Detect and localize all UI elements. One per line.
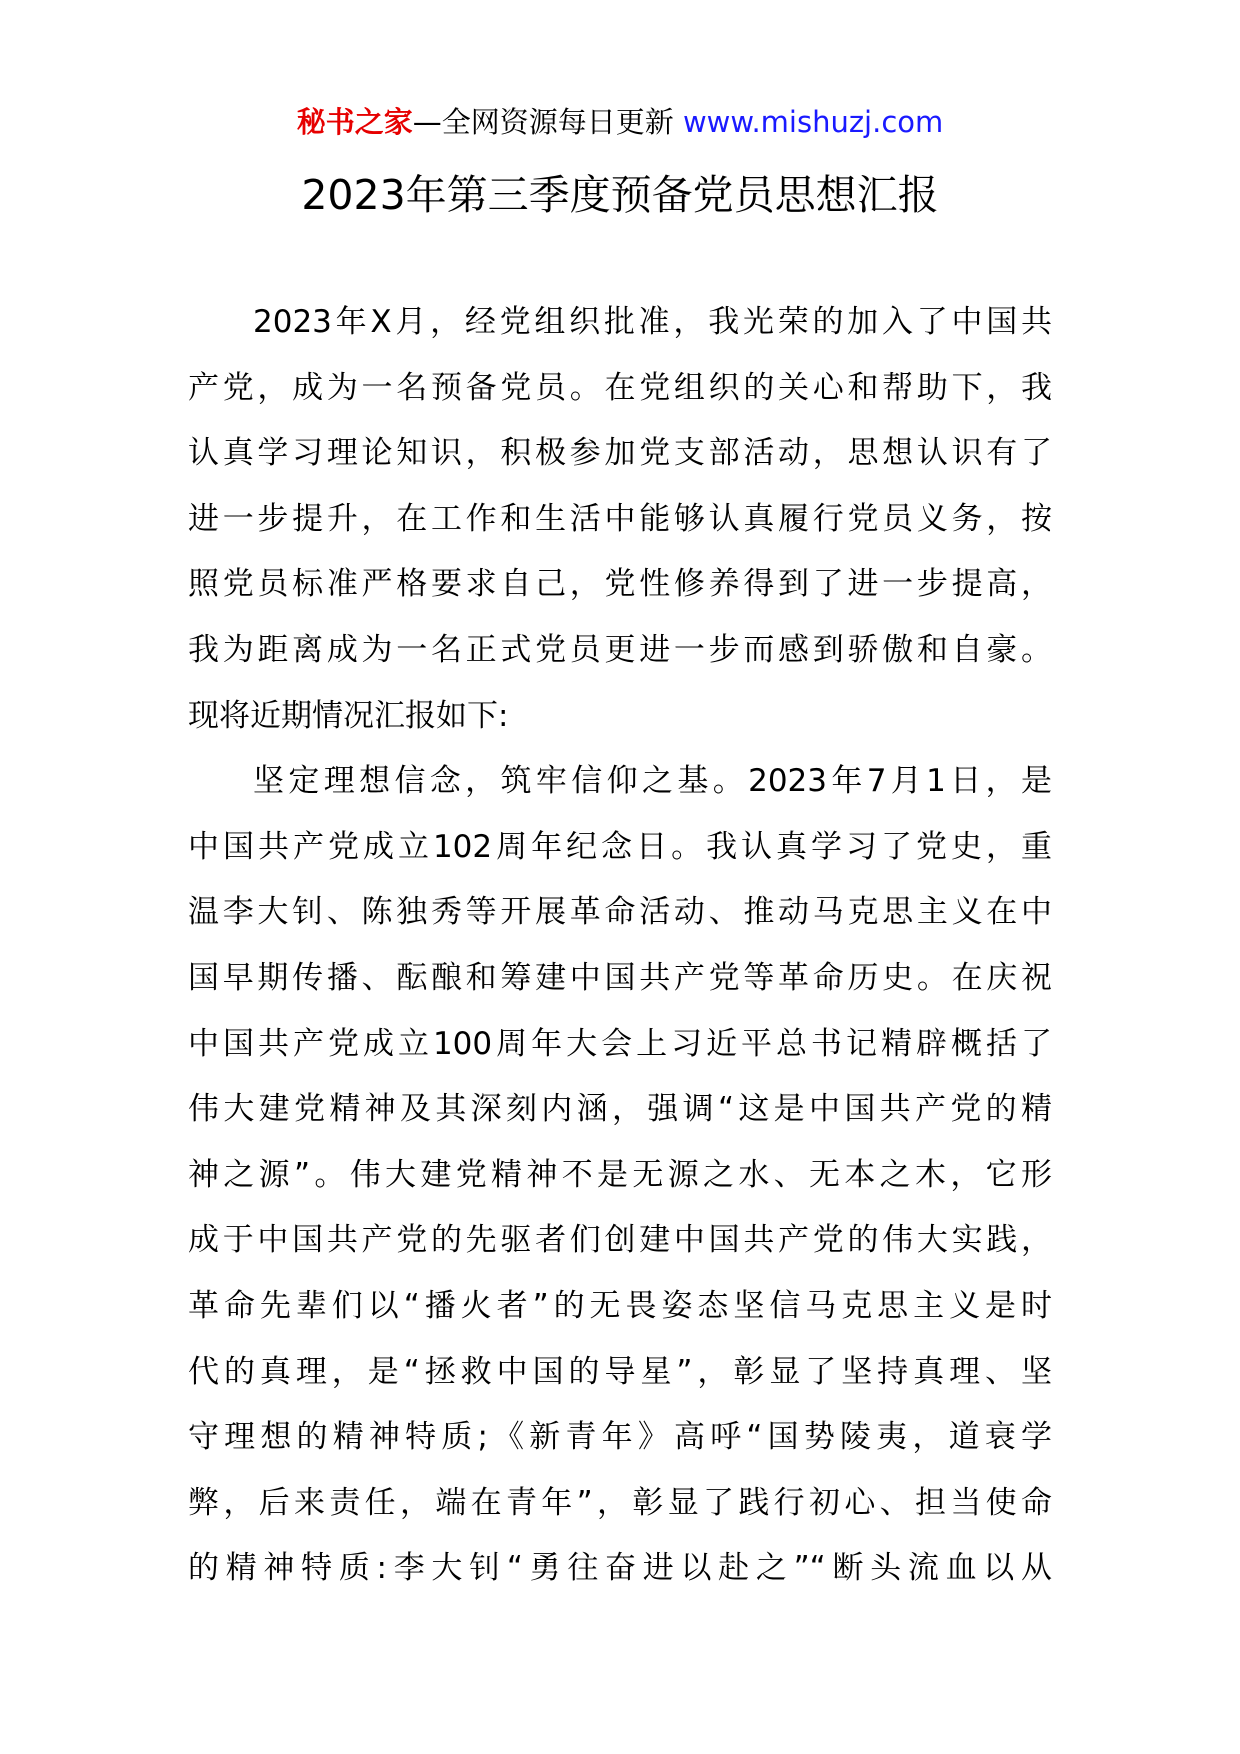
site-tagline: —全网资源每日更新 xyxy=(412,105,674,139)
paragraph-line: 中国共产党成立102周年纪念日。我认真学习了党史，重 xyxy=(188,828,1052,865)
paragraph-line: 守理想的精神特质;《新青年》高呼“国势陵夷，道衰学 xyxy=(188,1419,1052,1456)
paragraph-line: 革命先辈们以“播火者”的无畏姿态坚信马克思主义是时 xyxy=(188,1287,1052,1324)
site-brand: 秘书之家 xyxy=(296,105,413,139)
paragraph-line: 现将近期情况汇报如下: xyxy=(188,697,509,734)
paragraph-line: 神之源”。伟大建党精神不是无源之水、无本之木，它形 xyxy=(188,1156,1052,1193)
document-body xyxy=(188,290,1052,1602)
paragraph-line: 的精神特质:李大钊“勇往奋进以赴之”“断头流血以从 xyxy=(188,1550,1052,1587)
paragraph-line: 照党员标准严格要求自己，党性修养得到了进一步提高， xyxy=(188,566,1052,603)
site-header xyxy=(0,100,1240,144)
paragraph-line: 温李大钊、陈独秀等开展革命活动、推动马克思主义在中 xyxy=(188,894,1052,931)
paragraph-line: 弊，后来责任，端在青年”，彰显了践行初心、担当使命 xyxy=(188,1484,1052,1521)
paragraph-line: 中国共产党成立100周年大会上习近平总书记精辟概括了 xyxy=(188,1025,1052,1062)
paragraph-line: 国早期传播、酝酿和筹建中国共产党等革命历史。在庆祝 xyxy=(188,959,1052,996)
document-title: 2023年第三季度预备党员思想汇报 xyxy=(301,171,939,219)
paragraph-line: 坚定理想信念，筑牢信仰之基。2023年7月1日，是 xyxy=(253,763,1052,800)
paragraph-line: 伟大建党精神及其深刻内涵，强调“这是中国共产党的精 xyxy=(188,1091,1052,1128)
paragraph-line: 2023年X月，经党组织批准，我光荣的加入了中国共 xyxy=(253,304,1052,340)
paragraph-line: 代的真理，是“拯救中国的导星”，彰显了坚持真理、坚 xyxy=(188,1353,1052,1390)
paragraph-line: 认真学习理论知识，积极参加党支部活动，思想认识有了 xyxy=(188,435,1052,472)
paragraph-line: 产党，成为一名预备党员。在党组织的关心和帮助下，我 xyxy=(188,369,1052,406)
paragraph-line: 进一步提升，在工作和生活中能够认真履行党员义务，按 xyxy=(188,500,1052,537)
site-url[interactable]: www.mishuzj.com xyxy=(682,105,944,139)
paragraph-line: 成于中国共产党的先驱者们创建中国共产党的伟大实践， xyxy=(188,1222,1052,1259)
paragraph-line: 我为距离成为一名正式党员更进一步而感到骄傲和自豪。 xyxy=(188,631,1052,668)
